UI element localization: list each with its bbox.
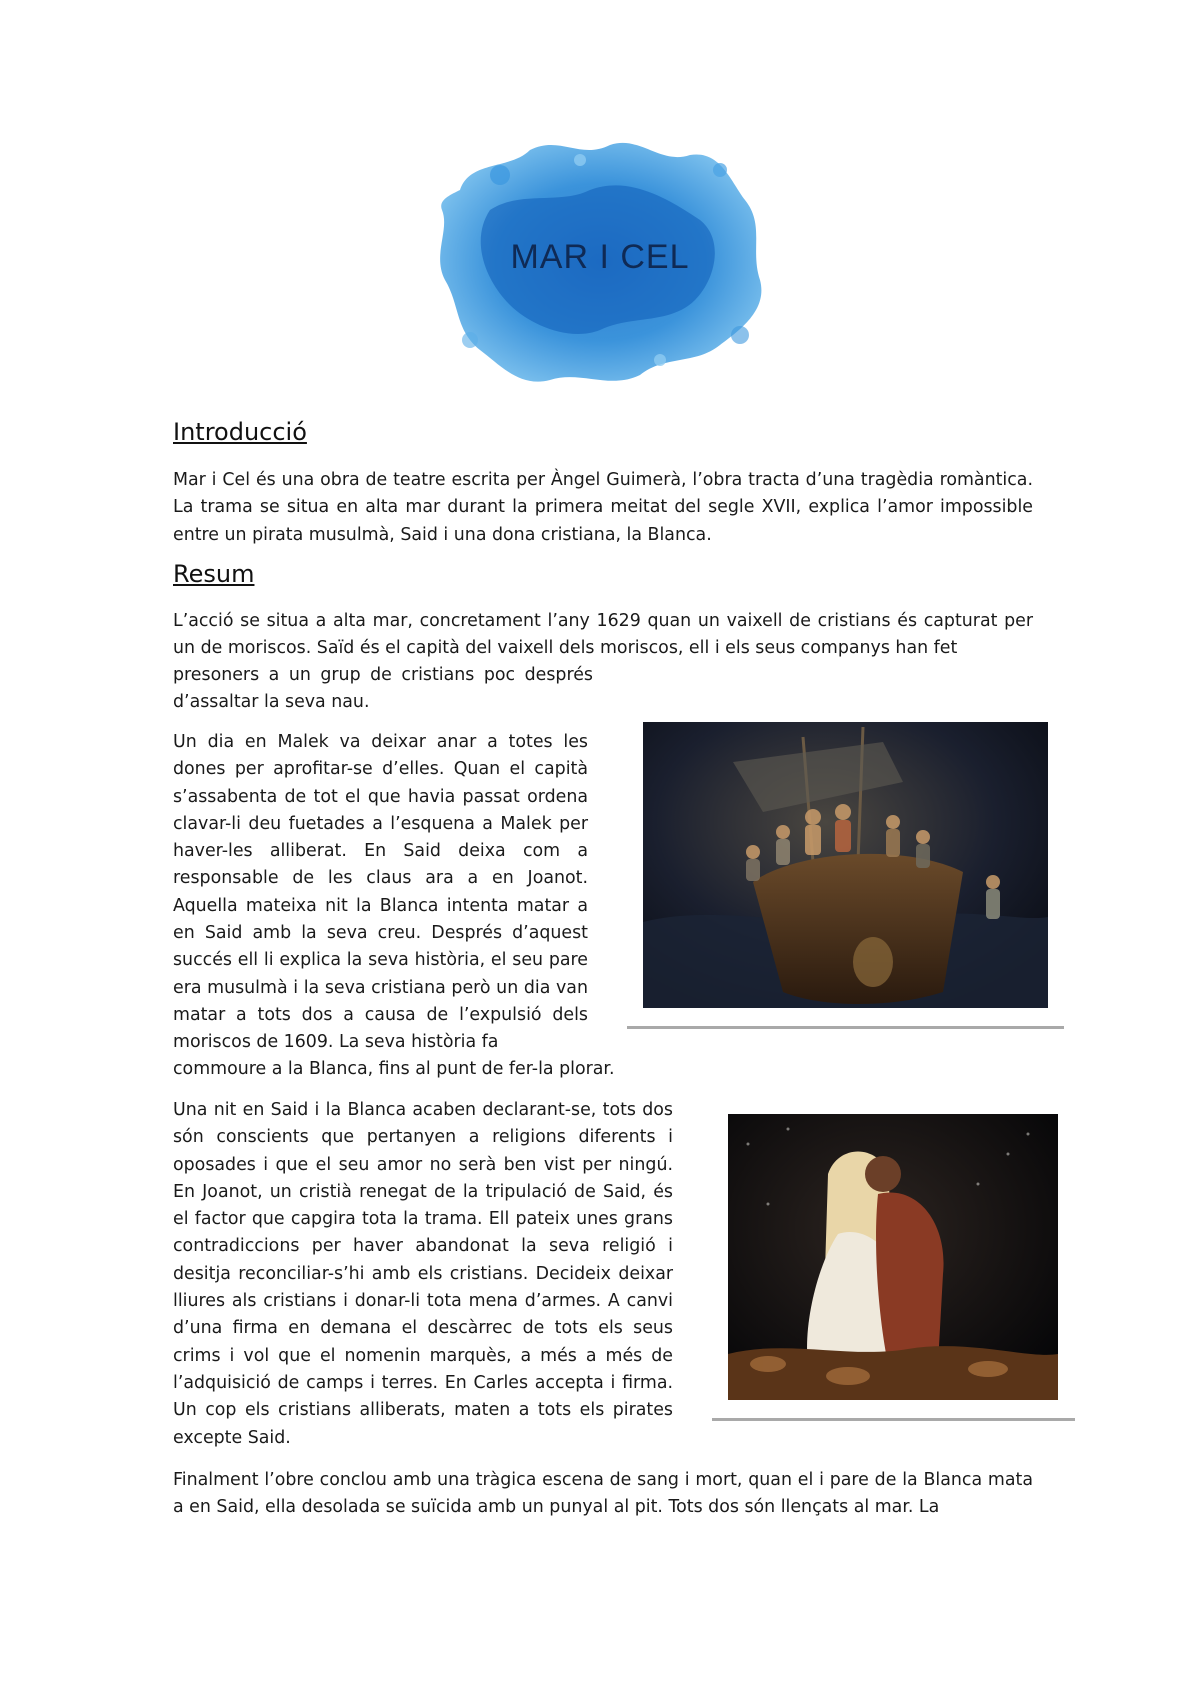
couple-scene-photo bbox=[728, 1114, 1058, 1400]
resum-paragraph-2: Un dia en Malek va deixar anar a totes les dones per aprofitar-se d’elles. Quan el capità s’assabenta de tot el que havia passat ordena clavar-li deu fuetades a l’esquena a Malek per haver-les alliberat. En Said deixa com a responsable de les claus ara a en Joanot. Aquella mateixa nit la Blanca intenta matar a en Said amb la seva creu. Després d’aquest succés ell li explica la seva història, el seu pare era musulmà i la seva cristiana però un dia van matar a tots dos a causa de l’expulsió dels moriscos de 1609. La seva història fa bbox=[173, 732, 588, 1053]
figure-1-divider bbox=[627, 1026, 1064, 1029]
ship-scene-photo bbox=[643, 722, 1048, 1008]
figure-2-divider bbox=[712, 1418, 1075, 1421]
couple-scene-photo-icon bbox=[728, 1114, 1058, 1400]
resum-paragraph-4: Finalment l’obre conclou amb una tràgica escena de sang i mort, quan el i pare de la Blanca mata a en Said, ella desolada se suïcida amb un punyal al pit. Tots dos són llençats al mar. La bbox=[173, 1470, 1033, 1518]
ship-scene-photo-icon bbox=[643, 722, 1048, 1008]
title-logo bbox=[430, 130, 770, 390]
intro-heading: Introducció bbox=[173, 418, 307, 446]
document-title: MAR I CEL bbox=[510, 238, 690, 276]
resum-paragraph-2-last-line: commoure a la Blanca, fins al punt de fer-la plorar. bbox=[173, 1059, 615, 1079]
resum-paragraph-3: Una nit en Said i la Blanca acaben declarant-se, tots dos són conscients que pertanyen a religions diferents i oposades i que el seu amor no serà ben vist per ningú. En Joanot, un cristià renegat de la tripulació de Said, és el factor que capgira tota la trama. Ell pateix unes grans contradiccions per haver abandonat la seva religió i desitja reconciliar-s’hi amb els cristians. Decideix deixar lliures als cristians i donar-li tota mena d’armes. A canvi d’una firma en demana el descàrrec de tots els seus crims i vol que el nomenin marquès, a més a més de l’adquisició de camps i terres. En Carles accepta i firma. Un cop els cristians alliberats, maten a tots els pirates excepte Said. bbox=[173, 1100, 673, 1448]
resum-paragraph-1-continued: presoners a un grup de cristians poc després d’assaltar la seva nau. bbox=[173, 665, 593, 713]
resum-paragraph-1: L’acció se situa a alta mar, concretament l’any 1629 quan un vaixell de cristians és capturat per un de moriscos. Saïd és el capità del vaixell dels moriscos, ell i els seus companys han fet bbox=[173, 611, 1033, 659]
intro-paragraph: Mar i Cel és una obra de teatre escrita per Àngel Guimerà, l’obra tracta d’una tragèdia romàntica. La trama se situa en alta mar durant la primera meitat del segle XVII, explica l’amor impossible entre un pirata musulmà, Said i una dona cristiana, la Blanca. bbox=[173, 470, 1033, 545]
resum-heading: Resum bbox=[173, 560, 255, 588]
